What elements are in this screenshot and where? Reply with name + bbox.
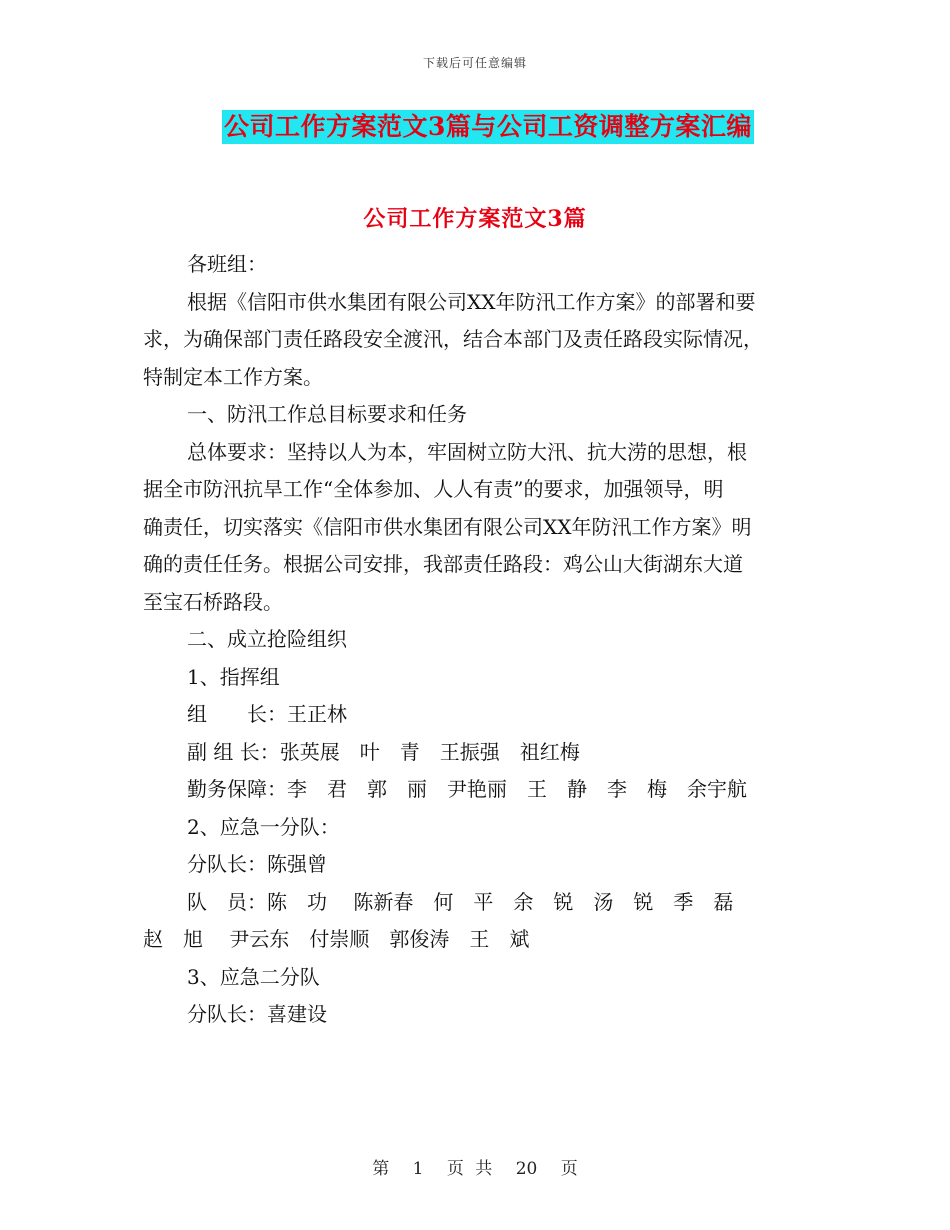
paragraph-line: 二、成立抢险组织 xyxy=(187,627,347,651)
paragraph-line: 副 组 长：张英展 叶 青 王振强 祖红梅 xyxy=(187,739,580,764)
paragraph-line: 特制定本工作方案。 xyxy=(143,364,323,389)
document-main-title: 公司工作方案范文3篇与公司工资调整方案汇编 xyxy=(222,110,754,144)
paragraph-line: 分队长：喜建设 xyxy=(187,1002,327,1026)
paragraph-line: 据全市防汛抗旱工作“全体参加、人人有责”的要求，加强领导，明 xyxy=(143,477,724,501)
page-label-prefix: 第 xyxy=(372,1159,390,1179)
paragraph-line: 赵 旭 尹云东 付崇顺 郭俊涛 王 斌 xyxy=(143,927,530,951)
page-label-mid: 页 共 xyxy=(446,1159,493,1179)
paragraph-line: 一、防汛工作总目标要求和任务 xyxy=(187,402,467,426)
document-body xyxy=(143,246,808,1034)
page-label-suffix: 页 xyxy=(560,1159,578,1179)
paragraph-line: 队 员：陈 功 陈新春 何 平 余 锐 汤 锐 季 磊 xyxy=(187,889,734,914)
page-footer xyxy=(0,1154,950,1179)
paragraph-line: 1、指挥组 xyxy=(187,664,280,689)
paragraph-line: 至宝石桥路段。 xyxy=(143,589,283,614)
paragraph-line: 确的责任任务。根据公司安排，我部责任路段：鸡公山大街湖东大道 xyxy=(143,552,743,576)
paragraph-line: 确责任，切实落实《信阳市供水集团有限公司XX年防汛工作方案》明 xyxy=(143,514,752,539)
total-pages: 20 xyxy=(515,1159,538,1179)
paragraph-line: 总体要求：坚持以人为本，牢固树立防大汛、抗大涝的思想，根 xyxy=(187,439,747,464)
section-title: 公司工作方案范文3篇 xyxy=(363,206,587,232)
paragraph-line: 勤务保障：李 君 郭 丽 尹艳丽 王 静 李 梅 余宇航 xyxy=(187,777,747,801)
paragraph-line: 组 长：王正林 xyxy=(187,702,347,726)
paragraph-line: 根据《信阳市供水集团有限公司XX年防汛工作方案》的部署和要 xyxy=(187,289,756,314)
page-number: 1 xyxy=(412,1159,424,1179)
paragraph-line: 分队长：陈强曾 xyxy=(187,852,327,876)
header-note: 下载后可任意编辑 xyxy=(422,56,527,70)
paragraph-line: 3、应急二分队 xyxy=(187,964,320,989)
paragraph-line: 2、应急一分队： xyxy=(187,814,340,839)
paragraph-line: 求，为确保部门责任路段安全渡汛，结合本部门及责任路段实际情况， xyxy=(143,327,763,351)
paragraph-line: 各班组： xyxy=(187,252,267,276)
